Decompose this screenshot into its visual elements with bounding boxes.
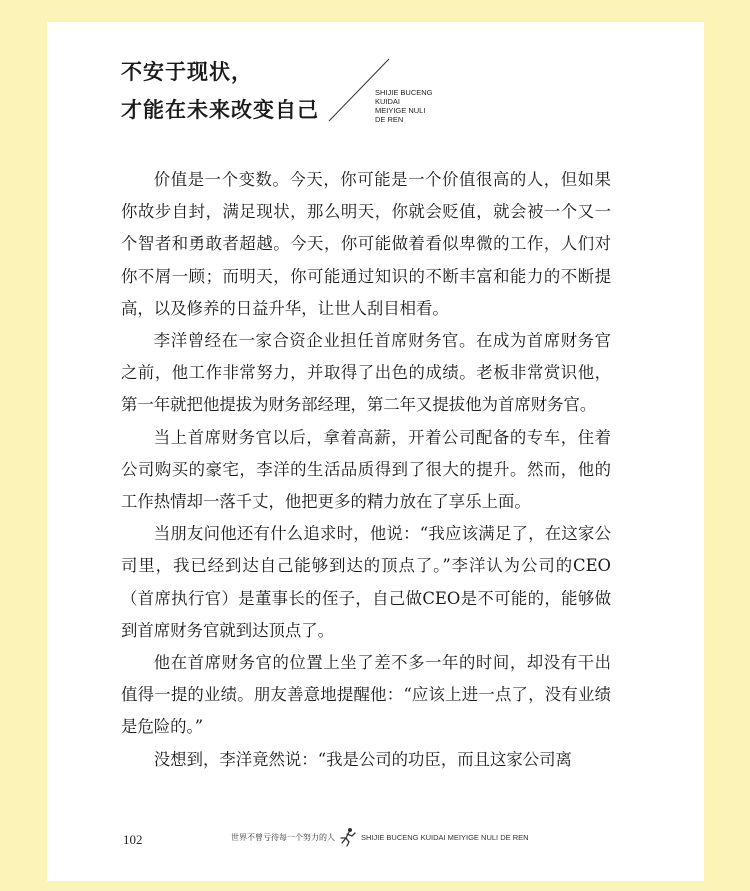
pinyin-line: DE REN [375, 115, 404, 124]
pinyin-line: SHIJIE BUCENG [375, 88, 433, 97]
paragraph: 价值是一个变数。今天，你可能是一个价值很高的人，但如果你故步自封，满足现状，那么明天，你就会贬值，就会被一个又一个智者和勇敢者超越。今天，你可能做着看似卑微的工作，人们对你不屑一顾；而明天，你可能通过知识的不断丰富和能力的不断提高，以及修养的日益升华，让世人刮目相看。 [121, 170, 611, 318]
book-page [47, 22, 704, 881]
pinyin-subtitle [375, 88, 433, 124]
paragraph: 当朋友问他还有什么追求时，他说：“我应该满足了，在这家公司里，我已经到达自己能够到达的顶点了。”李洋认为公司的CEO（首席执行官）是董事长的侄子，自己做CEO是不可能的，能够做到首席财务官就到达顶点了。 [121, 524, 611, 640]
running-footer [231, 827, 529, 847]
chapter-title-line1: 不安于现状， [121, 60, 253, 84]
paragraph: 没想到，李洋竟然说：“我是公司的功臣，而且这家公司离 [153, 749, 572, 769]
footer-book-title-en: SHIJIE BUCENG KUIDAI MEIYIGE NULI DE REN [361, 832, 529, 842]
body-text [121, 164, 611, 776]
chapter-title-line2: 才能在未来改变自己 [121, 98, 319, 122]
runner-icon [337, 827, 359, 847]
paragraph: 李洋曾经在一家合资企业担任首席财务官。在成为首席财务官之前，他工作非常努力，并取得了出色的成绩。老板非常赏识他，第一年就把他提拔为财务部经理，第二年又提拔他为首席财务官。 [121, 331, 611, 415]
page-number: 102 [123, 832, 143, 847]
footer-book-title-zh: 世界不曾亏待每一个努力的人 [231, 832, 335, 842]
pinyin-line: MEIYIGE NULI [375, 106, 426, 115]
paragraph: 他在首席财务官的位置上坐了差不多一年的时间，却没有干出值得一提的业绩。朋友善意地提醒他：“应该上进一点了，没有业绩是危险的。” [121, 653, 611, 737]
pinyin-line: KUIDAI [375, 97, 401, 106]
paragraph: 当上首席财务官以后，拿着高薪，开着公司配备的专车，住着公司购买的豪宅，李洋的生活品质得到了很大的提升。然而，他的工作热情却一落千丈，他把更多的精力放在了享乐上面。 [121, 427, 611, 512]
